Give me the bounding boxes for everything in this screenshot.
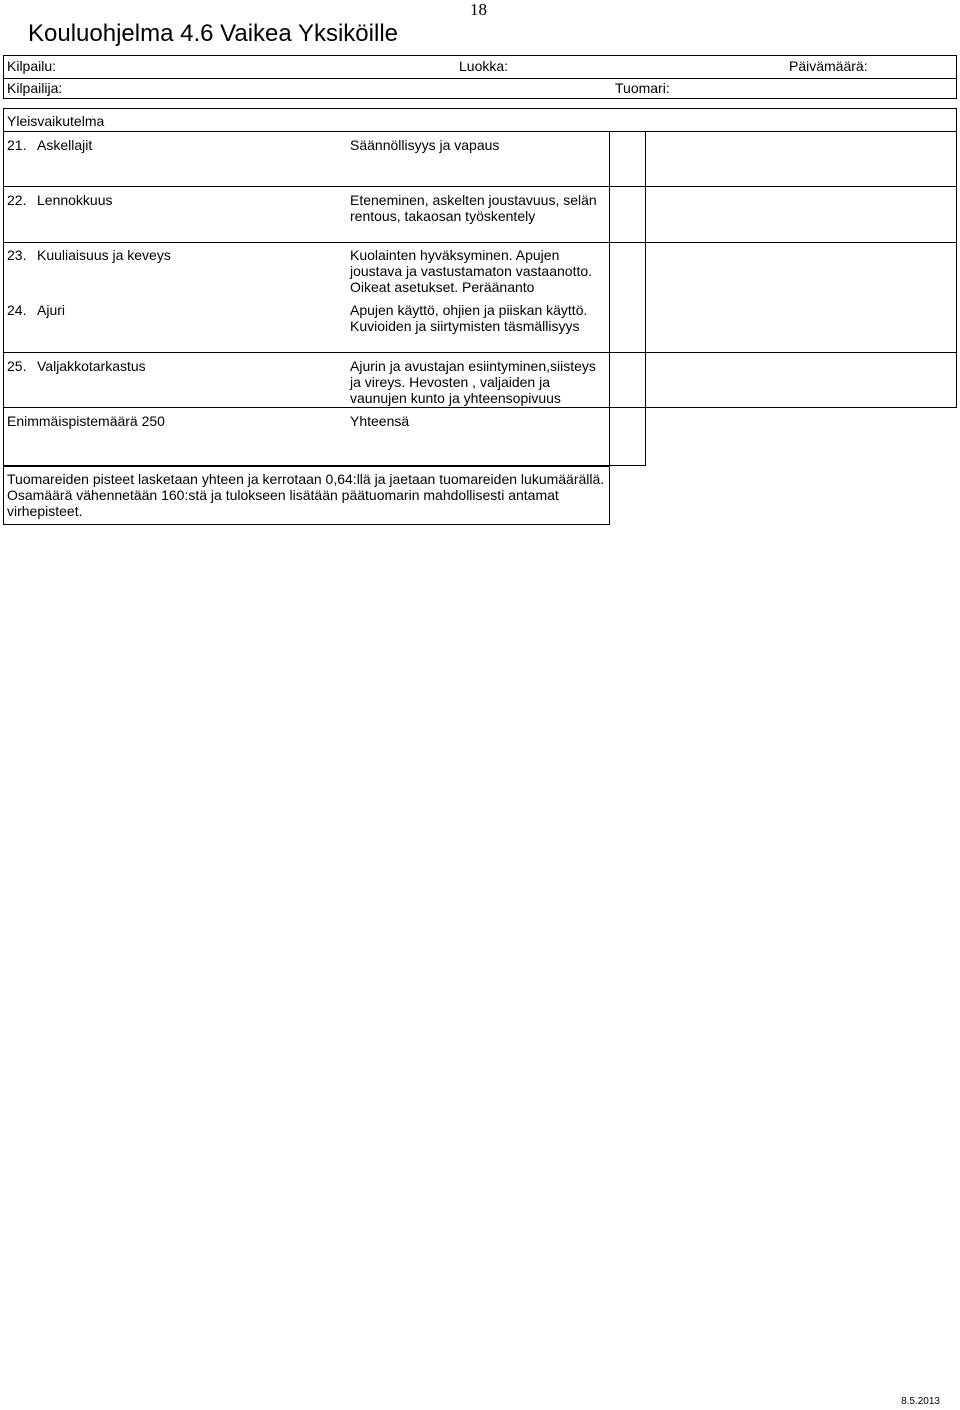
row-name: Ajuri <box>37 302 66 318</box>
row-name: Kuuliaisuus ja keveys <box>37 247 171 263</box>
row-divider <box>4 186 956 187</box>
competitor-label: Kilpailija: <box>7 80 63 96</box>
page-number: 18 <box>470 0 487 19</box>
date-label: Päivämäärä: <box>789 58 868 74</box>
row-number: 21. <box>7 137 27 153</box>
max-points-label: Enimmäispistemäärä 250 <box>7 413 165 429</box>
judge-label: Tuomari: <box>615 80 670 96</box>
scoring-table <box>3 108 957 408</box>
row-criteria: Säännöllisyys ja vapaus <box>350 137 500 153</box>
section-divider <box>4 131 956 132</box>
row-number: 23. <box>7 247 27 263</box>
row-criteria: Apujen käyttö, ohjien ja piiskan käyttö. Kuvioiden ja siirtymisten täsmällisyys <box>350 302 588 334</box>
row-name: Askellajit <box>37 137 93 153</box>
totals-area <box>3 408 646 466</box>
calculation-note: Tuomareiden pisteet lasketaan yhteen ja kerrotaan 0,64:llä ja jaetaan tuomareiden lukumäärällä. Osamäärä vähennetään 160:stä ja tulokseen lisätään päätuomarin mahdollisesti antamat virhepisteet. <box>3 466 610 525</box>
row-name: Valjakkotarkastus <box>37 358 146 374</box>
row-criteria: Ajurin ja avustajan esiintyminen,siisteys ja vireys. Hevosten , valjaiden ja vaunujen kunto ja yhteensopivuus <box>350 358 596 406</box>
row-number: 22. <box>7 192 27 208</box>
row-divider <box>4 352 956 353</box>
row-divider <box>4 242 956 243</box>
coefficient-column-divider <box>645 131 646 408</box>
total-label: Yhteensä <box>350 413 410 429</box>
row-number: 25. <box>7 358 27 374</box>
score-column-divider <box>609 131 610 408</box>
row-criteria: Kuolainten hyväksyminen. Apujen joustava ja vastustamaton vastaanotto. Oikeat asetukset. Peräänanto <box>350 247 593 295</box>
header-row-2 <box>4 78 956 100</box>
document-title: Kouluohjelma 4.6 Vaikea Yksiköille <box>28 20 398 47</box>
row-name: Lennokkuus <box>37 192 113 208</box>
section-title: Yleisvaikutelma <box>7 113 105 129</box>
coefficient-column-divider <box>645 408 646 465</box>
row-criteria: Eteneminen, askelten joustavuus, selän rentous, takaosan työskentely <box>350 192 597 224</box>
header-row-1 <box>4 56 956 79</box>
row-number: 24. <box>7 302 27 318</box>
class-label: Luokka: <box>459 58 509 74</box>
footer-date: 8.5.2013 <box>901 1396 940 1407</box>
header-form <box>3 55 957 99</box>
competition-label: Kilpailu: <box>7 58 57 74</box>
score-column-divider <box>609 408 610 465</box>
